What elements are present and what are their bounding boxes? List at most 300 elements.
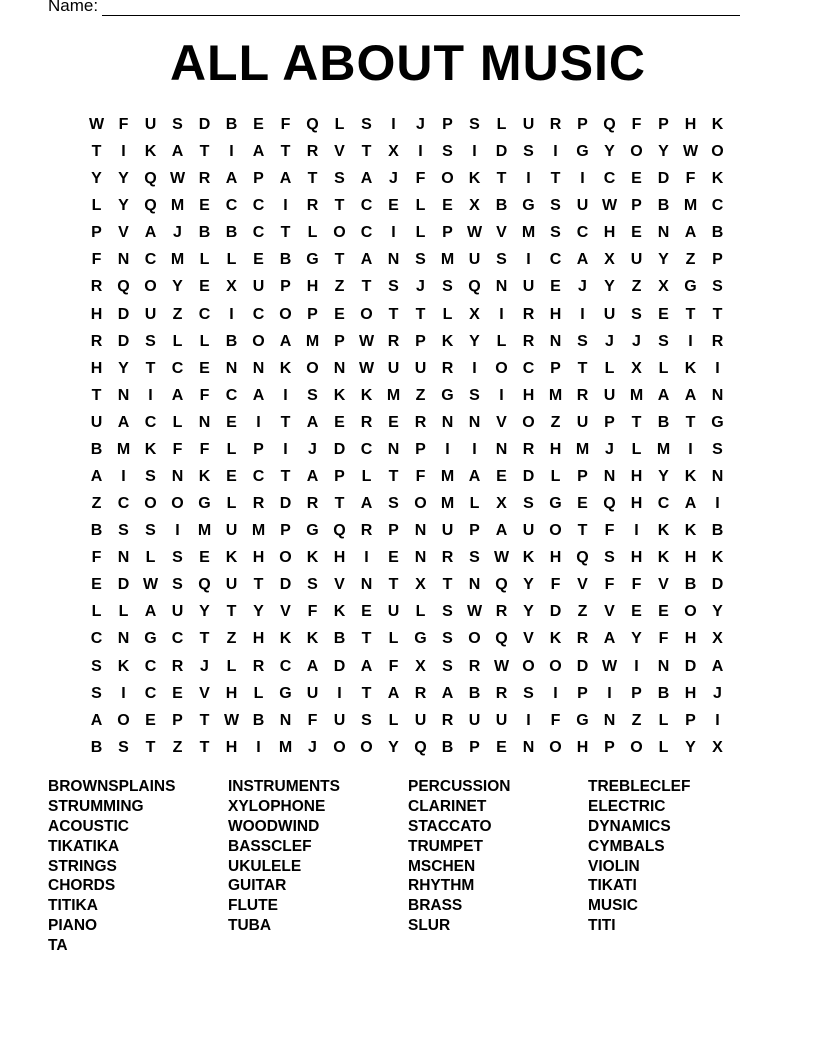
grid-letter: K xyxy=(279,359,292,377)
grid-letter: W xyxy=(88,116,105,133)
grid-letter: M xyxy=(197,522,212,540)
grid-letter: X xyxy=(469,197,480,215)
name-underline xyxy=(102,0,740,16)
grid-letter: T xyxy=(307,170,318,188)
grid-letter: U xyxy=(603,305,616,323)
grid-letter: Q xyxy=(333,522,346,540)
grid-letter: F xyxy=(199,386,210,404)
grid-letter: T xyxy=(280,143,291,161)
grid-letter: A xyxy=(495,522,508,540)
grid-letter: Y xyxy=(658,468,669,486)
grid-letter: E xyxy=(145,711,156,729)
grid-letter: L xyxy=(334,116,345,133)
grid-letter: O xyxy=(549,738,562,756)
grid-letter: P xyxy=(280,278,291,296)
grid-letter: N xyxy=(117,549,130,567)
grid-letter: S xyxy=(631,305,642,323)
grid-letter: R xyxy=(252,495,265,513)
grid-letter: C xyxy=(657,495,670,513)
grid-letter: L xyxy=(118,603,129,621)
grid-letter: K xyxy=(711,549,724,567)
grid-letter: G xyxy=(711,413,724,431)
grid-letter: C xyxy=(549,251,562,269)
grid-letter: W xyxy=(493,549,510,567)
grid-letter: R xyxy=(711,332,724,350)
grid-letter: K xyxy=(333,603,346,621)
grid-letter: J xyxy=(416,116,425,133)
grid-letter: E xyxy=(388,413,399,431)
grid-letter: U xyxy=(576,413,589,431)
grid-letter: N xyxy=(468,576,481,594)
grid-row xyxy=(83,192,733,219)
grid-letter: X xyxy=(415,576,426,594)
grid-letter: A xyxy=(657,386,670,404)
grid-letter: T xyxy=(550,170,561,188)
grid-letter: T xyxy=(334,495,345,513)
grid-letter: E xyxy=(631,603,642,621)
grid-letter: G xyxy=(549,495,562,513)
grid-letter: N xyxy=(387,251,400,269)
grid-letter: Y xyxy=(469,332,480,350)
grid-letter: I xyxy=(580,305,585,323)
name-label: Name: xyxy=(48,0,99,15)
grid-letter: X xyxy=(388,143,399,161)
grid-letter: L xyxy=(469,495,480,513)
grid-letter: L xyxy=(496,332,507,350)
grid-letter: C xyxy=(252,468,265,486)
grid-letter: T xyxy=(91,386,102,404)
grid-row xyxy=(83,273,733,300)
grid-letter: C xyxy=(522,359,535,377)
grid-letter: T xyxy=(145,738,156,756)
grid-letter: C xyxy=(360,440,373,458)
grid-letter: A xyxy=(306,413,319,431)
grid-letter: U xyxy=(414,711,427,729)
grid-letter: W xyxy=(223,711,240,729)
grid-letter: T xyxy=(334,251,345,269)
grid-letter: P xyxy=(631,197,642,215)
grid-letter: T xyxy=(631,413,642,431)
grid-letter: P xyxy=(415,332,426,350)
grid-letter: U xyxy=(333,711,346,729)
grid-letter: S xyxy=(118,738,129,756)
grid-letter: P xyxy=(442,224,453,242)
grid-row xyxy=(83,653,733,680)
grid-letter: Z xyxy=(91,495,102,513)
grid-letter: J xyxy=(578,278,587,296)
grid-letter: U xyxy=(144,305,157,323)
grid-letter: R xyxy=(441,359,454,377)
grid-letter: N xyxy=(171,468,184,486)
grid-letter: N xyxy=(657,657,670,675)
grid-letter: C xyxy=(711,197,724,215)
grid-letter: C xyxy=(144,657,157,675)
grid-letter: A xyxy=(684,495,697,513)
grid-letter: M xyxy=(170,197,185,215)
grid-letter: Y xyxy=(91,170,102,188)
grid-letter: A xyxy=(90,468,103,486)
grid-letter: G xyxy=(576,143,589,161)
grid-letter: D xyxy=(333,657,346,675)
grid-letter: R xyxy=(522,440,535,458)
grid-letter: F xyxy=(550,711,561,729)
grid-letter: V xyxy=(199,684,210,702)
grid-letter: K xyxy=(684,468,697,486)
grid-letter: I xyxy=(391,116,396,133)
grid-letter: N xyxy=(495,440,508,458)
grid-letter: B xyxy=(711,224,724,242)
grid-letter: M xyxy=(548,386,563,404)
grid-letter: L xyxy=(226,657,237,675)
grid-letter: T xyxy=(199,711,210,729)
grid-letter: H xyxy=(522,386,535,404)
grid-letter: E xyxy=(388,549,399,567)
grid-letter: G xyxy=(279,684,292,702)
grid-letter: T xyxy=(442,576,453,594)
grid-letter: X xyxy=(469,305,480,323)
grid-letter: H xyxy=(549,305,562,323)
grid-letter: T xyxy=(91,143,102,161)
grid-letter: Y xyxy=(658,143,669,161)
grid-letter: R xyxy=(360,413,373,431)
grid-letter: R xyxy=(441,711,454,729)
grid-letter: Y xyxy=(604,143,615,161)
grid-letter: A xyxy=(252,143,265,161)
grid-letter: C xyxy=(603,170,616,188)
grid-letter: R xyxy=(306,197,319,215)
grid-letter: A xyxy=(90,711,103,729)
grid-letter: S xyxy=(469,386,480,404)
grid-letter: Y xyxy=(172,278,183,296)
grid-letter: U xyxy=(522,522,535,540)
grid-letter: S xyxy=(550,224,561,242)
grid-letter: P xyxy=(577,684,588,702)
grid-letter: A xyxy=(603,630,616,648)
grid-letter: F xyxy=(415,468,426,486)
grid-letter: I xyxy=(499,386,504,404)
grid-letter: P xyxy=(577,116,588,133)
grid-letter: D xyxy=(333,440,346,458)
grid-letter: D xyxy=(684,657,697,675)
grid-letter: T xyxy=(685,305,696,323)
word-list-item: STRINGS xyxy=(48,857,117,875)
grid-letter: U xyxy=(576,197,589,215)
grid-letter: M xyxy=(656,440,671,458)
grid-letter: B xyxy=(225,116,238,133)
grid-letter: L xyxy=(604,359,615,377)
grid-letter: O xyxy=(117,711,130,729)
grid-letter: H xyxy=(252,549,265,567)
grid-letter: S xyxy=(577,332,588,350)
grid-letter: L xyxy=(91,603,102,621)
word-list-item: UKULELE xyxy=(228,857,302,875)
word-list-spacer xyxy=(408,936,588,956)
grid-letter: B xyxy=(495,197,508,215)
grid-letter: R xyxy=(90,332,103,350)
grid-letter: T xyxy=(685,413,696,431)
grid-letter: S xyxy=(118,522,129,540)
grid-letter: N xyxy=(198,413,211,431)
grid-letter: F xyxy=(280,116,291,133)
grid-letter: N xyxy=(360,576,373,594)
grid-letter: L xyxy=(415,224,426,242)
grid-letter: P xyxy=(658,116,669,133)
grid-letter: P xyxy=(442,116,453,133)
grid-letter: U xyxy=(522,278,535,296)
grid-row xyxy=(83,517,733,544)
grid-letter: V xyxy=(523,630,534,648)
grid-letter: Y xyxy=(253,603,264,621)
grid-letter: J xyxy=(308,738,317,756)
word-list-item: TITI xyxy=(588,917,616,935)
grid-letter: V xyxy=(577,576,588,594)
grid-letter: K xyxy=(306,549,319,567)
grid-letter: D xyxy=(117,576,130,594)
grid-letter: V xyxy=(604,603,615,621)
word-list-item: STRUMMING xyxy=(48,797,144,815)
grid-letter: S xyxy=(145,522,156,540)
grid-letter: Y xyxy=(199,603,210,621)
grid-letter: W xyxy=(358,359,375,377)
word-list-item: TRUMPET xyxy=(408,837,483,855)
grid-letter: S xyxy=(334,170,345,188)
grid-letter: K xyxy=(306,630,319,648)
grid-letter: I xyxy=(472,359,477,377)
grid-letter: Q xyxy=(576,549,589,567)
grid-letter: U xyxy=(252,278,265,296)
grid-letter: W xyxy=(682,143,699,161)
grid-letter: T xyxy=(280,224,291,242)
grid-letter: Y xyxy=(523,576,534,594)
grid-letter: D xyxy=(279,495,292,513)
grid-letter: I xyxy=(607,684,612,702)
grid-letter: J xyxy=(389,170,398,188)
grid-letter: U xyxy=(306,684,319,702)
grid-letter: V xyxy=(496,413,507,431)
grid-row xyxy=(83,219,733,246)
grid-letter: J xyxy=(605,332,614,350)
grid-letter: L xyxy=(658,711,669,729)
word-search-grid xyxy=(83,111,733,761)
grid-letter: X xyxy=(415,657,426,675)
grid-letter: D xyxy=(549,603,562,621)
grid-letter: I xyxy=(229,305,234,323)
grid-letter: O xyxy=(279,549,292,567)
grid-letter: N xyxy=(468,413,481,431)
grid-letter: C xyxy=(198,305,211,323)
grid-letter: L xyxy=(199,251,210,269)
name-field xyxy=(48,0,740,16)
grid-letter: Z xyxy=(172,305,183,323)
grid-letter: C xyxy=(117,495,130,513)
grid-letter: P xyxy=(685,711,696,729)
grid-letter: C xyxy=(144,251,157,269)
grid-letter: E xyxy=(550,278,561,296)
word-list-item: PERCUSSION xyxy=(408,778,511,795)
grid-letter: V xyxy=(658,576,669,594)
grid-row xyxy=(83,490,733,517)
grid-letter: Z xyxy=(631,711,642,729)
grid-letter: I xyxy=(472,143,477,161)
grid-letter: Q xyxy=(306,116,319,133)
grid-letter: L xyxy=(91,197,102,215)
grid-letter: Y xyxy=(118,197,129,215)
grid-row xyxy=(83,598,733,625)
grid-row xyxy=(83,463,733,490)
word-list-item: BROWNSPLAINS xyxy=(48,778,176,795)
grid-letter: F xyxy=(604,522,615,540)
grid-letter: A xyxy=(387,684,400,702)
grid-letter: L xyxy=(172,332,183,350)
grid-letter: T xyxy=(361,684,372,702)
grid-letter: L xyxy=(145,549,156,567)
grid-letter: D xyxy=(117,305,130,323)
grid-letter: Z xyxy=(172,738,183,756)
grid-letter: U xyxy=(225,522,238,540)
grid-letter: R xyxy=(90,278,103,296)
grid-letter: M xyxy=(440,468,455,486)
grid-letter: N xyxy=(279,711,292,729)
grid-letter: K xyxy=(657,522,670,540)
grid-letter: E xyxy=(91,576,102,594)
grid-letter: I xyxy=(634,657,639,675)
grid-letter: S xyxy=(523,684,534,702)
grid-letter: B xyxy=(198,224,211,242)
grid-letter: N xyxy=(117,630,130,648)
grid-letter: K xyxy=(711,170,724,188)
grid-letter: C xyxy=(252,197,265,215)
grid-letter: D xyxy=(522,468,535,486)
grid-letter: W xyxy=(466,224,483,242)
grid-letter: E xyxy=(199,359,210,377)
grid-letter: S xyxy=(307,576,318,594)
grid-letter: L xyxy=(226,440,237,458)
word-list-item: DYNAMICS xyxy=(588,817,671,835)
grid-letter: F xyxy=(631,116,642,133)
grid-letter: U xyxy=(171,603,184,621)
grid-letter: N xyxy=(549,332,562,350)
grid-letter: F xyxy=(388,657,399,675)
grid-letter: I xyxy=(121,143,126,161)
grid-letter: O xyxy=(549,657,562,675)
grid-letter: N xyxy=(603,468,616,486)
grid-letter: U xyxy=(414,359,427,377)
grid-letter: K xyxy=(117,657,130,675)
grid-letter: I xyxy=(148,386,153,404)
grid-letter: H xyxy=(90,359,103,377)
grid-letter: A xyxy=(711,657,724,675)
grid-letter: D xyxy=(576,657,589,675)
grid-letter: S xyxy=(604,549,615,567)
grid-letter: I xyxy=(553,143,558,161)
word-list-item: PIANO xyxy=(48,917,98,935)
grid-letter: F xyxy=(118,116,129,133)
grid-letter: R xyxy=(306,495,319,513)
grid-letter: L xyxy=(172,413,183,431)
grid-letter: G xyxy=(576,711,589,729)
grid-row xyxy=(83,707,733,734)
grid-letter: B xyxy=(90,738,103,756)
grid-letter: E xyxy=(388,197,399,215)
grid-letter: X xyxy=(226,278,237,296)
grid-letter: J xyxy=(173,224,182,242)
grid-letter: E xyxy=(631,170,642,188)
grid-letter: N xyxy=(414,549,427,567)
grid-letter: N xyxy=(117,386,130,404)
grid-letter: N xyxy=(603,711,616,729)
grid-letter: N xyxy=(387,440,400,458)
grid-letter: U xyxy=(468,711,481,729)
grid-letter: U xyxy=(225,576,238,594)
grid-letter: Q xyxy=(117,278,130,296)
grid-letter: P xyxy=(91,224,102,242)
grid-letter: A xyxy=(360,657,373,675)
grid-letter: L xyxy=(550,468,561,486)
grid-letter: S xyxy=(469,116,480,133)
word-list-spacer xyxy=(588,936,768,956)
grid-letter: K xyxy=(684,522,697,540)
grid-letter: L xyxy=(388,711,399,729)
grid-letter: O xyxy=(630,738,643,756)
grid-letter: O xyxy=(414,495,427,513)
grid-letter: T xyxy=(199,630,210,648)
grid-letter: B xyxy=(225,224,238,242)
grid-letter: O xyxy=(252,332,265,350)
grid-letter: M xyxy=(440,251,455,269)
grid-letter: S xyxy=(658,332,669,350)
grid-row xyxy=(83,355,733,382)
grid-letter: Q xyxy=(198,576,211,594)
grid-letter: N xyxy=(711,468,724,486)
grid-letter: F xyxy=(415,170,426,188)
grid-letter: D xyxy=(117,332,130,350)
grid-letter: A xyxy=(360,251,373,269)
grid-letter: S xyxy=(712,278,723,296)
grid-row xyxy=(83,734,733,761)
grid-letter: S xyxy=(145,332,156,350)
grid-letter: T xyxy=(361,630,372,648)
grid-letter: H xyxy=(630,495,643,513)
grid-letter: S xyxy=(442,630,453,648)
grid-letter: P xyxy=(469,522,480,540)
grid-letter: Z xyxy=(685,251,696,269)
grid-letter: A xyxy=(684,224,697,242)
grid-letter: W xyxy=(601,197,618,215)
word-list-item: MUSIC xyxy=(588,897,638,915)
grid-letter: O xyxy=(171,495,184,513)
grid-letter: T xyxy=(361,143,372,161)
grid-row xyxy=(83,680,733,707)
grid-letter: L xyxy=(226,251,237,269)
grid-letter: L xyxy=(442,305,453,323)
grid-letter: L xyxy=(253,684,264,702)
grid-letter: C xyxy=(360,197,373,215)
grid-letter: I xyxy=(526,711,531,729)
word-list-item: GUITAR xyxy=(228,877,287,895)
grid-row xyxy=(83,436,733,463)
grid-letter: P xyxy=(631,684,642,702)
grid-letter: Z xyxy=(631,278,642,296)
grid-letter: S xyxy=(442,143,453,161)
grid-letter: H xyxy=(333,549,346,567)
grid-letter: O xyxy=(684,603,697,621)
grid-letter: O xyxy=(711,143,724,161)
grid-letter: X xyxy=(712,738,723,756)
grid-letter: C xyxy=(144,684,157,702)
grid-letter: J xyxy=(632,332,641,350)
word-list-item: CLARINET xyxy=(408,797,487,815)
grid-letter: S xyxy=(442,603,453,621)
